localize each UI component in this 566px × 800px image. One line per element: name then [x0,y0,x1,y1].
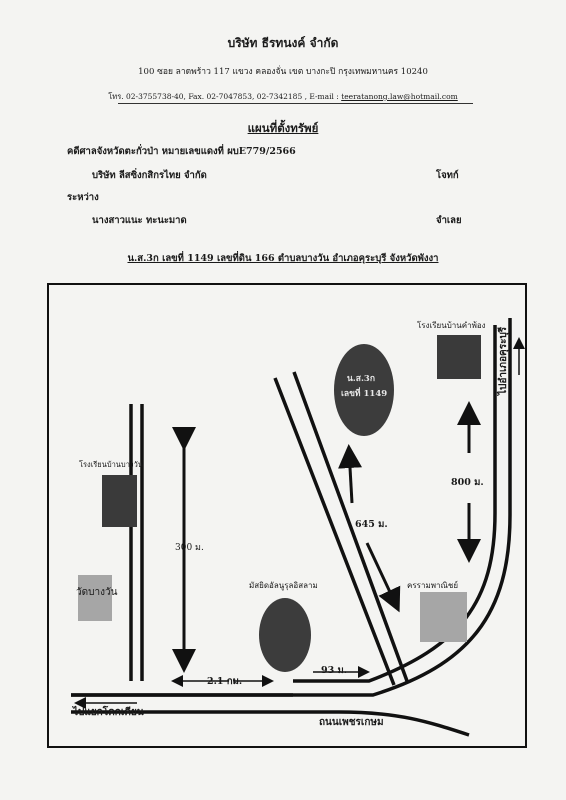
between-label: ระหว่าง [67,192,99,203]
label-dist-93: 93 ม. [321,665,348,676]
label-temple: วัดบางวัน [76,587,118,598]
company-address: 100 ซอย ลาดพร้าว 117 แขวง คลองจั่น เขต บางกะปิ กรุงเทพมหานคร 10240 [138,67,428,77]
label-to-kuraburi: ไปอำเภอคุระบุรี [498,326,509,395]
label-road-name: ถนนเพชรเกษม [319,717,384,728]
label-dist-300: 300 ม. [175,543,204,553]
company-name: บริษัท ธีรทนงค์ จำกัด [227,36,339,50]
shop-block [420,592,467,642]
label-parcel-line2: เลขที่ 1149 [341,389,388,399]
mosque-oval [259,598,311,672]
company-contact [0,91,566,103]
label-dist-2-1: 2.1 กม. [207,676,243,687]
location-map [47,283,527,748]
defendant-name: นางสาวแนะ ทะนะมาด [92,215,187,226]
label-to-khok-kloi: ไปแยกโคกเคียน [73,707,144,718]
plaintiff-name: บริษัท ลีสซิ่งกสิกรไทย จำกัด [92,170,207,181]
label-dist-800: 800 ม. [451,477,484,488]
header-divider [118,103,473,104]
school-left-block [102,475,137,527]
school-top-right-block [437,335,481,379]
land-description: น.ส.3ก เลขที่ 1149 เลขที่ดิน 166 ตำบลบางวัน อำเภอคุระบุรี จังหวัดพังงา [127,253,439,264]
contact-email[interactable]: teeratanong.law@hotmail.com [341,92,458,101]
label-school-left: โรงเรียนบ้านบางวัน [79,460,143,469]
document-title: แผนที่ตั้งทรัพย์ [247,121,319,135]
map-drawing [49,285,525,746]
case-number: คดีศาลจังหวัดตะกั่วป่า หมายเลขแดงที่ ผบE779/2566 [67,146,296,157]
label-mosque: มัสยิดอัลนูรุลอิสลาม [249,581,318,590]
label-school-top-right: โรงเรียนบ้านคำพ้อง [417,321,486,330]
contact-phone-fax: โทร. 02-3755738-40, Fax. 02-7047853, 02-7342185 , E-mail : [108,92,342,101]
label-parcel-line1: น.ส.3ก [347,374,375,384]
label-shop: ครรามพาณิชย์ [407,581,459,590]
label-dist-645: 645 ม. [355,519,388,530]
arrow-645m-up [349,450,352,503]
plaintiff-role: โจทก์ [436,170,459,181]
defendant-role: จำเลย [436,215,462,226]
arrow-645m-down [367,543,397,607]
